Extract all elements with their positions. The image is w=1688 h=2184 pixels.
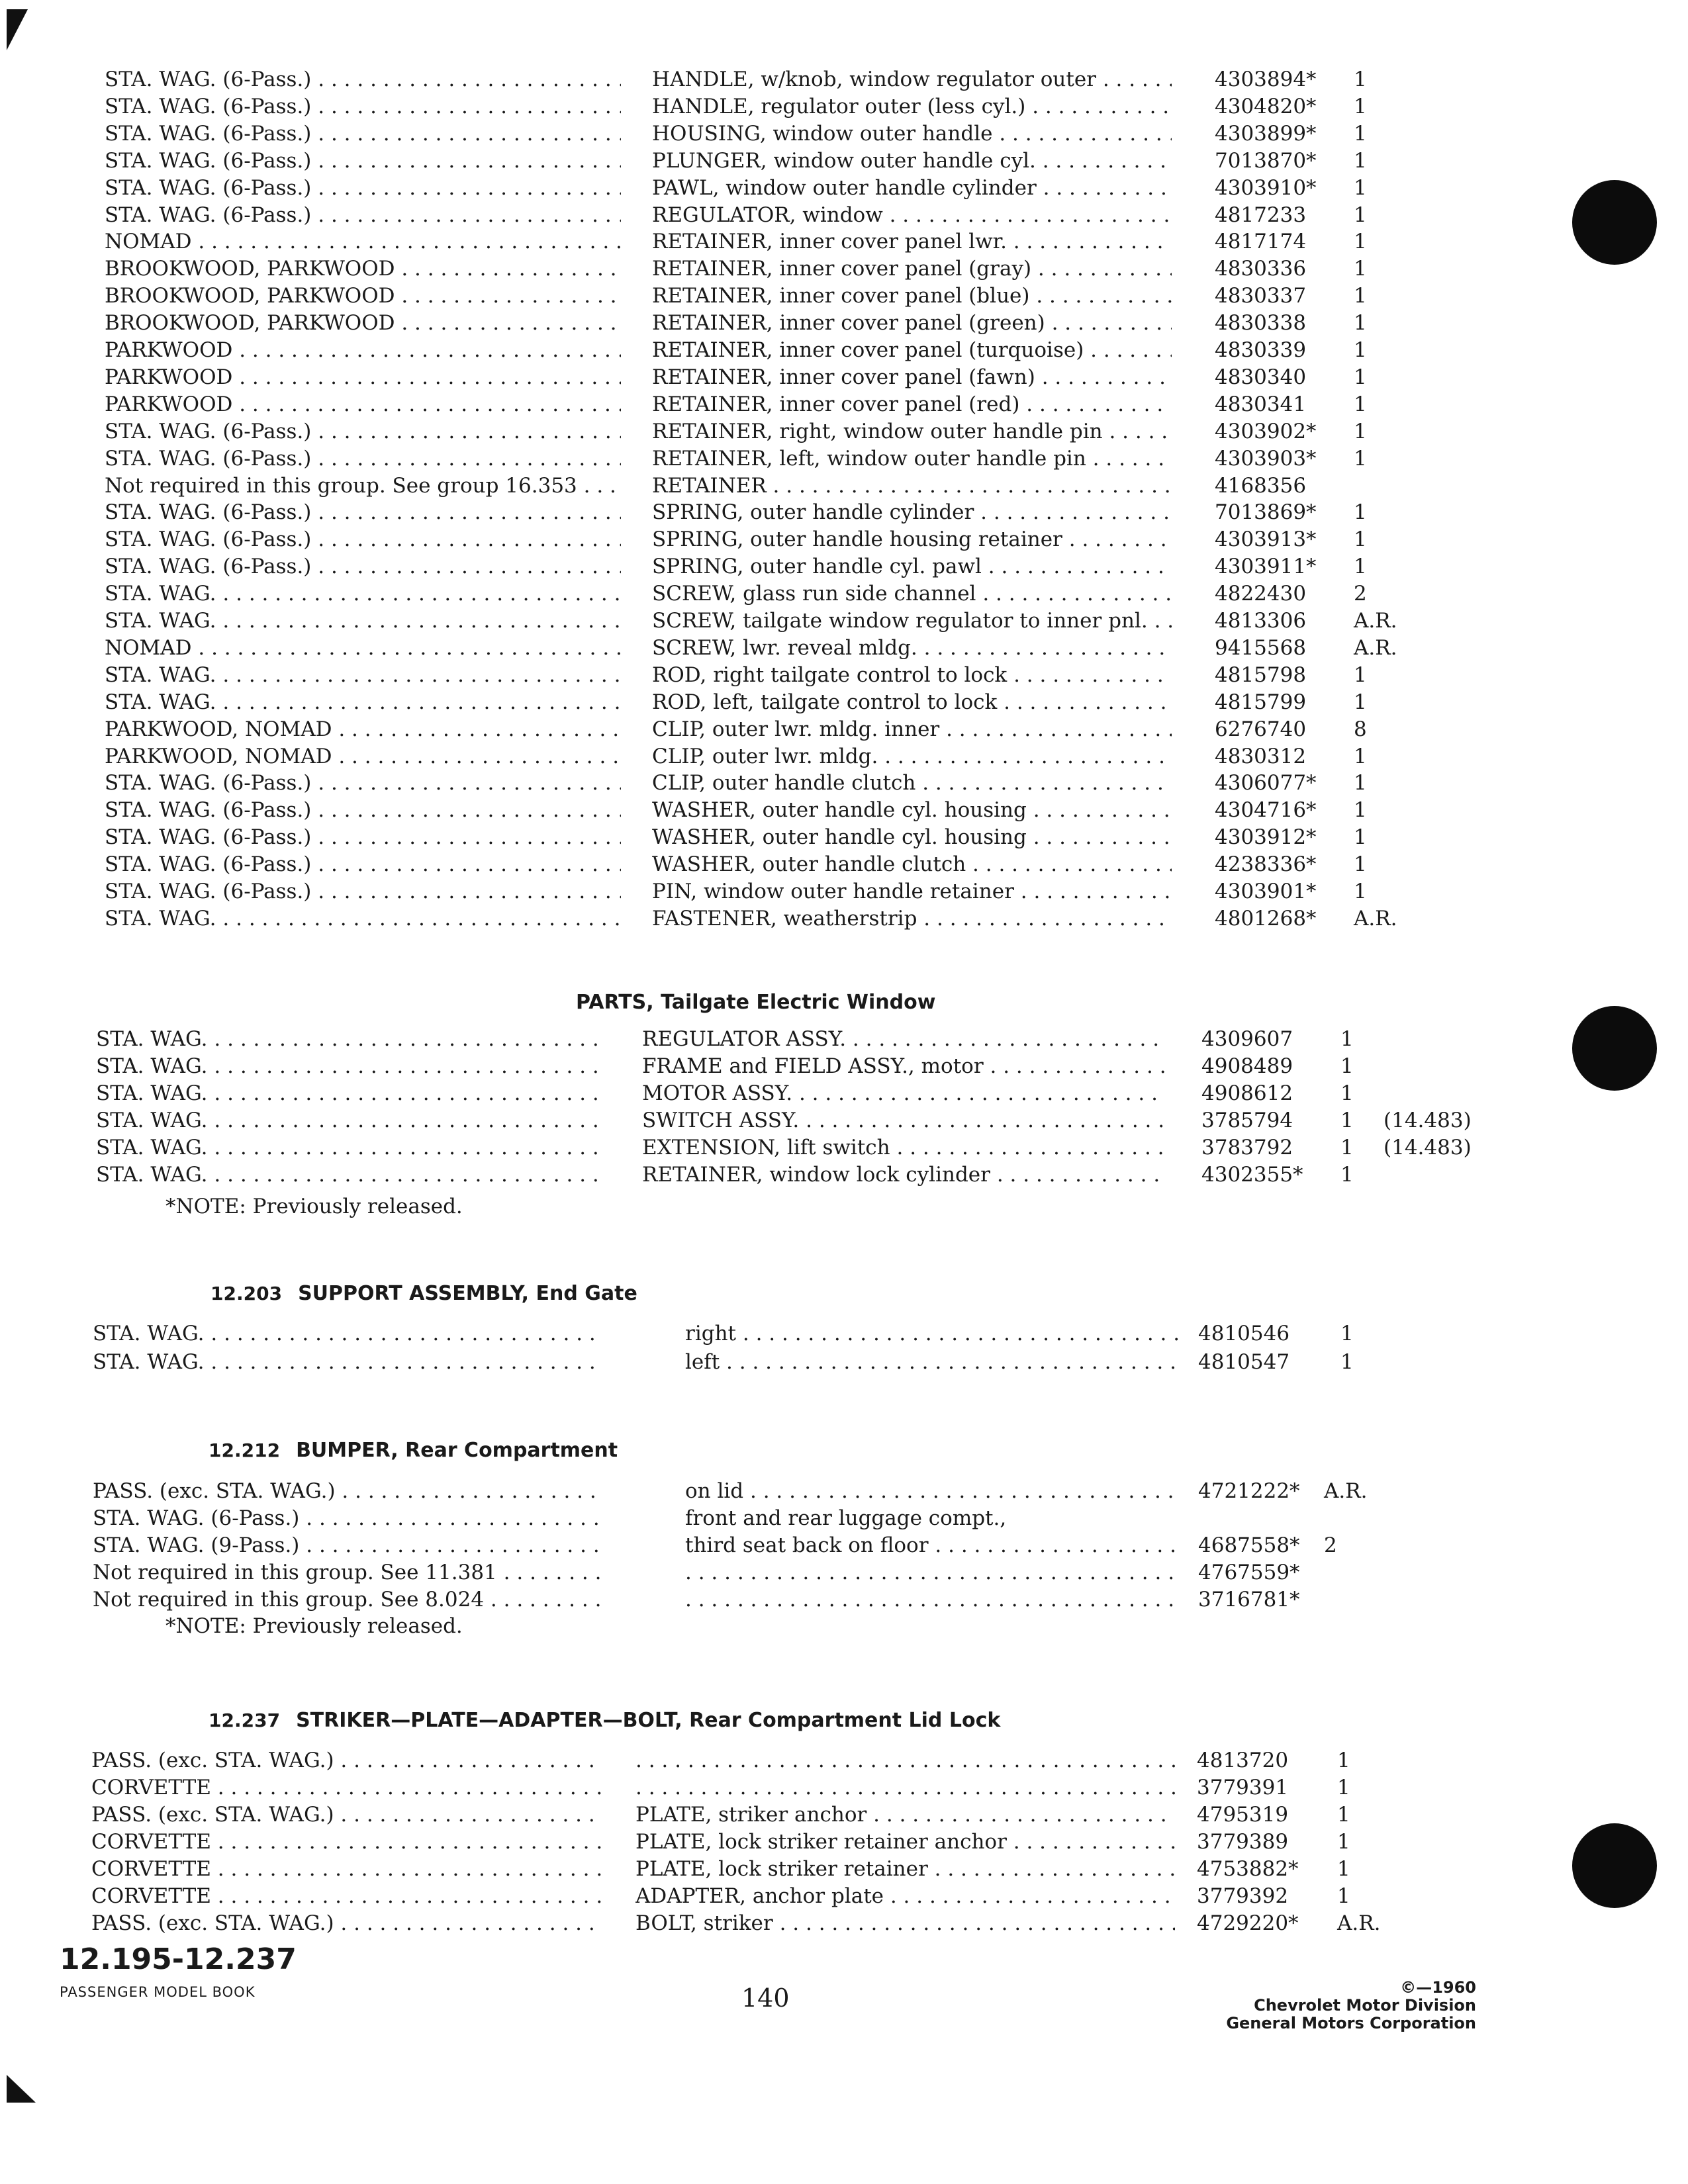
parts-row (0, 1829, 1523, 1855)
section-title: PARTS, Tailgate Electric Window (576, 991, 936, 1014)
parts-row (0, 1107, 1523, 1134)
quantity: A.R. (1354, 635, 1397, 660)
part-number: 3779391 (1197, 1776, 1289, 1799)
part-number: 3779392 (1197, 1884, 1289, 1908)
part-description: RETAINER, inner cover panel (turquoise) . . . (652, 337, 1172, 363)
quantity: 1 (1354, 203, 1367, 227)
quantity: 1 (1354, 365, 1367, 389)
part-description: CLIP, outer lwr. mldg. inner . . . (652, 716, 1172, 743)
part-description: RETAINER, right, window outer handle pin . . . (652, 418, 1172, 445)
part-description: SWITCH ASSY. . . . (642, 1107, 1165, 1134)
part-number: 4306077* (1215, 771, 1317, 796)
model-application: PARKWOOD . . . (105, 337, 621, 363)
parts-row (0, 716, 1523, 743)
model-application: PASS. (exc. STA. WAG.) . . . (91, 1910, 602, 1936)
part-description: WASHER, outer handle clutch . . . (652, 851, 1172, 878)
model-application: STA. WAG. . . . (96, 1134, 606, 1161)
quantity: 1 (1354, 392, 1367, 416)
part-number: 4303894* (1215, 68, 1317, 91)
parts-row (0, 1349, 1523, 1375)
part-number: 4822430 (1215, 582, 1307, 606)
part-description: RETAINER, inner cover panel (gray) . . . (652, 255, 1172, 282)
parts-row (0, 580, 1523, 607)
quantity: A.R. (1324, 1479, 1368, 1503)
model-application: PARKWOOD . . . (105, 391, 621, 418)
model-application: STA. WAG. . . . (105, 608, 621, 634)
part-description: PAWL, window outer handle cylinder . . . (652, 175, 1172, 201)
model-application: STA. WAG. (6-Pass.) . . . (105, 445, 621, 472)
quantity: 1 (1340, 1136, 1354, 1160)
section-title: SUPPORT ASSEMBLY, End Gate (298, 1282, 637, 1305)
quantity: 1 (1354, 798, 1367, 823)
part-description: REGULATOR, window . . . (652, 202, 1172, 228)
parts-row (0, 499, 1523, 525)
model-application: Not required in this group. See 11.381 . . . (93, 1559, 602, 1586)
part-number: 4795319 (1197, 1803, 1289, 1827)
parts-row (0, 1559, 1523, 1586)
parts-row (0, 1586, 1523, 1613)
part-number: 4810547 (1198, 1350, 1290, 1374)
corner-registration-mark (7, 9, 28, 50)
quantity: 1 (1354, 419, 1367, 443)
part-number: 4908612 (1201, 1081, 1293, 1105)
part-description: RETAINER, window lock cylinder . . . (642, 1161, 1165, 1188)
parts-row (0, 1478, 1523, 1504)
model-application: CORVETTE . . . (91, 1883, 602, 1909)
quantity: 1 (1354, 880, 1367, 903)
part-number: 4830339 (1215, 338, 1307, 362)
quantity: 1 (1354, 338, 1367, 362)
parts-row (0, 473, 1523, 499)
parts-row (0, 1856, 1523, 1882)
part-description (635, 1747, 1175, 1774)
quantity: 2 (1324, 1533, 1337, 1557)
part-number: 4753882* (1197, 1857, 1299, 1881)
parts-row (0, 553, 1523, 580)
model-application: BROOKWOOD, PARKWOOD . . . (105, 255, 621, 282)
part-number: 3785794 (1201, 1109, 1293, 1132)
model-application: STA. WAG. . . . (96, 1161, 606, 1188)
parts-row (0, 283, 1523, 309)
quantity: 1 (1337, 1749, 1350, 1772)
part-description (635, 1774, 1175, 1801)
part-number: 4687558* (1198, 1533, 1300, 1557)
part-number: 4813306 (1215, 609, 1307, 633)
section-heading (209, 1706, 1000, 1734)
part-description: PIN, window outer handle retainer . . . (652, 878, 1172, 905)
part-description: SPRING, outer handle cyl. pawl . . . (652, 553, 1172, 580)
model-application: PASS. (exc. STA. WAG.) . . . (93, 1478, 602, 1504)
corner-registration-mark (7, 2075, 36, 2103)
part-number: 4721222* (1198, 1479, 1300, 1503)
parts-row (0, 1801, 1523, 1828)
part-description: WASHER, outer handle cyl. housing . . . (652, 797, 1172, 823)
part-description: PLATE, striker anchor . . . (635, 1801, 1175, 1828)
model-application: STA. WAG. . . . (96, 1026, 606, 1052)
model-application: STA. WAG. . . . (105, 662, 621, 688)
parts-row (0, 120, 1523, 147)
part-number: 4817233 (1215, 203, 1307, 227)
part-description: RETAINER, inner cover panel (green) . . . (652, 310, 1172, 336)
part-number: 4302355* (1201, 1163, 1303, 1187)
model-application: PARKWOOD, NOMAD . . . (105, 716, 621, 743)
quantity: 1 (1337, 1830, 1350, 1854)
part-number: 4817174 (1215, 230, 1307, 254)
parts-row (0, 202, 1523, 228)
parts-row (0, 148, 1523, 174)
group-range: 12.195-12.237 (60, 1942, 297, 1976)
model-application: STA. WAG. . . . (105, 689, 621, 715)
quantity: 2 (1354, 582, 1367, 606)
section-note: *NOTE: Previously released. (165, 1195, 463, 1218)
part-description: RETAINER, inner cover panel lwr. . . . (652, 228, 1172, 255)
part-number: 4801268* (1215, 906, 1317, 931)
quantity: 1 (1354, 446, 1367, 471)
quantity: 1 (1340, 1054, 1354, 1078)
part-number: 4830337 (1215, 284, 1307, 308)
part-description: RETAINER . . . (652, 473, 1172, 499)
model-application: STA. WAG. . . . (96, 1053, 606, 1079)
quantity: 1 (1337, 1776, 1350, 1799)
quantity: 1 (1337, 1803, 1350, 1827)
part-description: ROD, right tailgate control to lock . . . (652, 662, 1172, 688)
part-description: SCREW, lwr. reveal mldg. . . . (652, 635, 1172, 661)
part-number: 4303910* (1215, 175, 1317, 200)
quantity: 1 (1340, 1081, 1354, 1105)
section-number: 12.212 (209, 1439, 281, 1461)
model-application: STA. WAG. (6-Pass.) . . . (105, 878, 621, 905)
quantity: 1 (1354, 175, 1367, 200)
part-description: left . . . (685, 1349, 1178, 1375)
model-application: PARKWOOD, NOMAD . . . (105, 743, 621, 770)
punch-hole (1572, 1823, 1657, 1908)
model-application: STA. WAG. (6-Pass.) . . . (105, 66, 621, 93)
model-application: STA. WAG. (9-Pass.) . . . (93, 1532, 602, 1559)
parts-row (0, 824, 1523, 850)
parts-row (0, 391, 1523, 418)
part-description: HANDLE, w/knob, window regulator outer . . . (652, 66, 1172, 93)
quantity: 1 (1354, 148, 1367, 173)
section-heading (576, 988, 935, 1016)
part-description: PLATE, lock striker retainer . . . (635, 1856, 1175, 1882)
part-number: 4830341 (1215, 392, 1307, 416)
publisher-block (1226, 1979, 1476, 2032)
model-application: STA. WAG. . . . (93, 1349, 602, 1375)
model-application: STA. WAG. . . . (105, 580, 621, 607)
part-description: RETAINER, left, window outer handle pin . . . (652, 445, 1172, 472)
parts-row (0, 851, 1523, 878)
parts-row (0, 689, 1523, 715)
part-number: 4830336 (1215, 257, 1307, 281)
parts-row (0, 337, 1523, 363)
model-application: STA. WAG. (6-Pass.) . . . (105, 148, 621, 174)
model-application: BROOKWOOD, PARKWOOD . . . (105, 283, 621, 309)
part-description: RETAINER, inner cover panel (fawn) . . . (652, 364, 1172, 390)
model-application: CORVETTE . . . (91, 1856, 602, 1882)
section-number: 12.237 (209, 1709, 281, 1731)
part-number: 4830340 (1215, 365, 1307, 389)
parts-row (0, 797, 1523, 823)
parts-row (0, 1320, 1523, 1347)
parts-row (0, 93, 1523, 120)
section-heading (209, 1436, 618, 1464)
parts-row (0, 445, 1523, 472)
section-title: BUMPER, Rear Compartment (296, 1439, 618, 1462)
model-application: STA. WAG. (6-Pass.) . . . (105, 553, 621, 580)
quantity: 1 (1340, 1322, 1354, 1345)
parts-row (0, 1053, 1523, 1079)
quantity: 1 (1354, 825, 1367, 850)
part-description: PLATE, lock striker retainer anchor . . . (635, 1829, 1175, 1855)
quantity: 1 (1354, 771, 1367, 796)
quantity: 1 (1340, 1109, 1354, 1132)
part-description: SPRING, outer handle housing retainer . . . (652, 526, 1172, 553)
model-application: STA. WAG. (6-Pass.) . . . (93, 1505, 602, 1531)
part-number: 4303913* (1215, 527, 1317, 552)
quantity: 8 (1354, 717, 1367, 741)
part-description: SPRING, outer handle cylinder . . . (652, 499, 1172, 525)
part-description: EXTENSION, lift switch . . . (642, 1134, 1165, 1161)
quantity: A.R. (1354, 609, 1397, 633)
parts-row (0, 526, 1523, 553)
part-description: front and rear luggage compt., (685, 1506, 1007, 1530)
parts-row (0, 878, 1523, 905)
quantity: 1 (1354, 500, 1367, 525)
parts-row (0, 770, 1523, 796)
part-description: SCREW, glass run side channel . . . (652, 580, 1172, 607)
punch-hole (1572, 180, 1657, 265)
page-number: 140 (741, 1983, 790, 2013)
cross-reference: (14.483) (1383, 1136, 1472, 1160)
model-application: STA. WAG. . . . (105, 905, 621, 932)
part-number: 4168356 (1215, 473, 1307, 498)
parts-row (0, 1505, 1523, 1531)
model-application: Not required in this group. See group 16.353 . . . (105, 473, 621, 499)
part-description: on lid . . . (685, 1478, 1178, 1504)
parts-row (0, 175, 1523, 201)
parts-row (0, 1883, 1523, 1909)
parts-row (0, 1161, 1523, 1188)
part-number: 4238336* (1215, 852, 1317, 877)
model-application: STA. WAG. (6-Pass.) . . . (105, 93, 621, 120)
part-description: CLIP, outer lwr. mldg. . . . (652, 743, 1172, 770)
parts-row (0, 608, 1523, 634)
quantity: 1 (1354, 284, 1367, 308)
section-title: STRIKER—PLATE—ADAPTER—BOLT, Rear Compartment Lid Lock (296, 1709, 1001, 1732)
model-application: STA. WAG. (6-Pass.) . . . (105, 499, 621, 525)
model-application: PASS. (exc. STA. WAG.) . . . (91, 1801, 602, 1828)
section-heading (211, 1279, 637, 1307)
parts-row (0, 310, 1523, 336)
parts-row (0, 743, 1523, 770)
part-number: 4815799 (1215, 690, 1307, 714)
copyright: ©—1960 (1400, 1978, 1476, 1997)
part-number: 4908489 (1201, 1054, 1293, 1078)
part-description: SCREW, tailgate window regulator to inner pnl. . . . (652, 608, 1172, 634)
part-number: 4304820* (1215, 94, 1317, 118)
part-description: MOTOR ASSY. . . . (642, 1080, 1165, 1107)
quantity: A.R. (1337, 1911, 1381, 1935)
model-application: STA. WAG. (6-Pass.) . . . (105, 851, 621, 878)
part-description: RETAINER, inner cover panel (red) . . . (652, 391, 1172, 418)
parts-row (0, 1910, 1523, 1936)
model-application: CORVETTE . . . (91, 1774, 602, 1801)
model-application: PARKWOOD . . . (105, 364, 621, 390)
parts-row (0, 1080, 1523, 1107)
parts-row (0, 255, 1523, 282)
part-number: 4729220* (1197, 1911, 1299, 1935)
part-description: ADAPTER, anchor plate . . . (635, 1883, 1175, 1909)
part-number: 4303901* (1215, 880, 1317, 903)
part-number: 4830338 (1215, 311, 1307, 336)
part-number: 3716781* (1198, 1588, 1300, 1612)
quantity: 1 (1354, 230, 1367, 254)
quantity: 1 (1340, 1163, 1354, 1187)
parts-row (0, 1026, 1523, 1052)
part-number: 4303903* (1215, 446, 1317, 471)
quantity: 1 (1354, 68, 1367, 91)
part-description: third seat back on floor . . . (685, 1532, 1178, 1559)
section-number: 12.203 (211, 1283, 283, 1304)
part-description: CLIP, outer handle clutch . . . (652, 770, 1172, 796)
model-application: CORVETTE . . . (91, 1829, 602, 1855)
part-number: 6276740 (1215, 717, 1307, 741)
quantity: A.R. (1354, 906, 1397, 931)
parts-row (0, 228, 1523, 255)
model-application: STA. WAG. (6-Pass.) . . . (105, 770, 621, 796)
part-description: ROD, left, tailgate control to lock . . . (652, 689, 1172, 715)
part-description: right . . . (685, 1320, 1178, 1347)
parts-row (0, 662, 1523, 688)
quantity: 1 (1354, 744, 1367, 768)
model-application: NOMAD . . . (105, 635, 621, 661)
quantity: 1 (1354, 311, 1367, 336)
parts-row (0, 1774, 1523, 1801)
punch-hole (1572, 1006, 1657, 1091)
part-number: 3779389 (1197, 1830, 1289, 1854)
part-description: HOUSING, window outer handle . . . (652, 120, 1172, 147)
part-number: 4815798 (1215, 662, 1307, 687)
parts-row (0, 635, 1523, 661)
parts-row (0, 1134, 1523, 1161)
model-application: BROOKWOOD, PARKWOOD . . . (105, 310, 621, 336)
quantity: 1 (1354, 662, 1367, 687)
part-description: REGULATOR ASSY. . . . (642, 1026, 1165, 1052)
part-description: RETAINER, inner cover panel (blue) . . . (652, 283, 1172, 309)
model-application: STA. WAG. (6-Pass.) . . . (105, 202, 621, 228)
quantity: 1 (1354, 94, 1367, 118)
quantity: 1 (1354, 527, 1367, 552)
quantity: 1 (1354, 121, 1367, 146)
parts-row (0, 66, 1523, 93)
part-number: 4303899* (1215, 121, 1317, 146)
model-application: STA. WAG. (6-Pass.) . . . (105, 175, 621, 201)
section-note: *NOTE: Previously released. (165, 1614, 463, 1638)
part-description: FRAME and FIELD ASSY., motor . . . (642, 1053, 1165, 1079)
part-number: 4304716* (1215, 798, 1317, 823)
part-number: 4830312 (1215, 744, 1307, 768)
parts-row (0, 364, 1523, 390)
parts-row (0, 1532, 1523, 1559)
part-number: 4767559* (1198, 1561, 1300, 1584)
model-application: STA. WAG. (6-Pass.) . . . (105, 120, 621, 147)
model-application: STA. WAG. . . . (96, 1107, 606, 1134)
division-name: Chevrolet Motor Division (1254, 1996, 1476, 2015)
part-description: WASHER, outer handle cyl. housing . . . (652, 824, 1172, 850)
cross-reference: (14.483) (1383, 1109, 1472, 1132)
model-application: STA. WAG. (6-Pass.) . . . (105, 797, 621, 823)
part-description (685, 1586, 1178, 1613)
model-application: STA. WAG. (6-Pass.) . . . (105, 526, 621, 553)
model-application: STA. WAG. (6-Pass.) . . . (105, 418, 621, 445)
quantity: 1 (1354, 555, 1367, 579)
parts-row (0, 905, 1523, 932)
model-application: NOMAD . . . (105, 228, 621, 255)
quantity: 1 (1354, 852, 1367, 877)
model-application: STA. WAG. . . . (93, 1320, 602, 1347)
part-number: 7013869* (1215, 500, 1317, 525)
part-description: HANDLE, regulator outer (less cyl.) . . . (652, 93, 1172, 120)
model-application: Not required in this group. See 8.024 . . . (93, 1586, 602, 1613)
quantity: 1 (1337, 1884, 1350, 1908)
part-description: BOLT, striker . . . (635, 1910, 1175, 1936)
part-number: 9415568 (1215, 635, 1307, 660)
part-number: 4813720 (1197, 1749, 1289, 1772)
part-number: 7013870* (1215, 148, 1317, 173)
parts-row (0, 1747, 1523, 1774)
corporation-name: General Motors Corporation (1226, 2014, 1476, 2032)
quantity: 1 (1354, 690, 1367, 714)
model-application: PASS. (exc. STA. WAG.) . . . (91, 1747, 602, 1774)
part-number: 4303912* (1215, 825, 1317, 850)
part-number: 3783792 (1201, 1136, 1293, 1160)
model-application: STA. WAG. . . . (96, 1080, 606, 1107)
book-title: PASSENGER MODEL BOOK (60, 1984, 256, 2000)
part-description: FASTENER, weatherstrip . . . (652, 905, 1172, 932)
quantity: 1 (1340, 1350, 1354, 1374)
parts-row (0, 418, 1523, 445)
part-number: 4303911* (1215, 555, 1317, 579)
part-number: 4303902* (1215, 419, 1317, 443)
model-application: STA. WAG. (6-Pass.) . . . (105, 824, 621, 850)
quantity: 1 (1337, 1857, 1350, 1881)
quantity: 1 (1340, 1027, 1354, 1051)
quantity: 1 (1354, 257, 1367, 281)
part-number: 4309607 (1201, 1027, 1293, 1051)
part-number: 4810546 (1198, 1322, 1290, 1345)
part-description: PLUNGER, window outer handle cyl. . . . (652, 148, 1172, 174)
part-description (685, 1559, 1178, 1586)
